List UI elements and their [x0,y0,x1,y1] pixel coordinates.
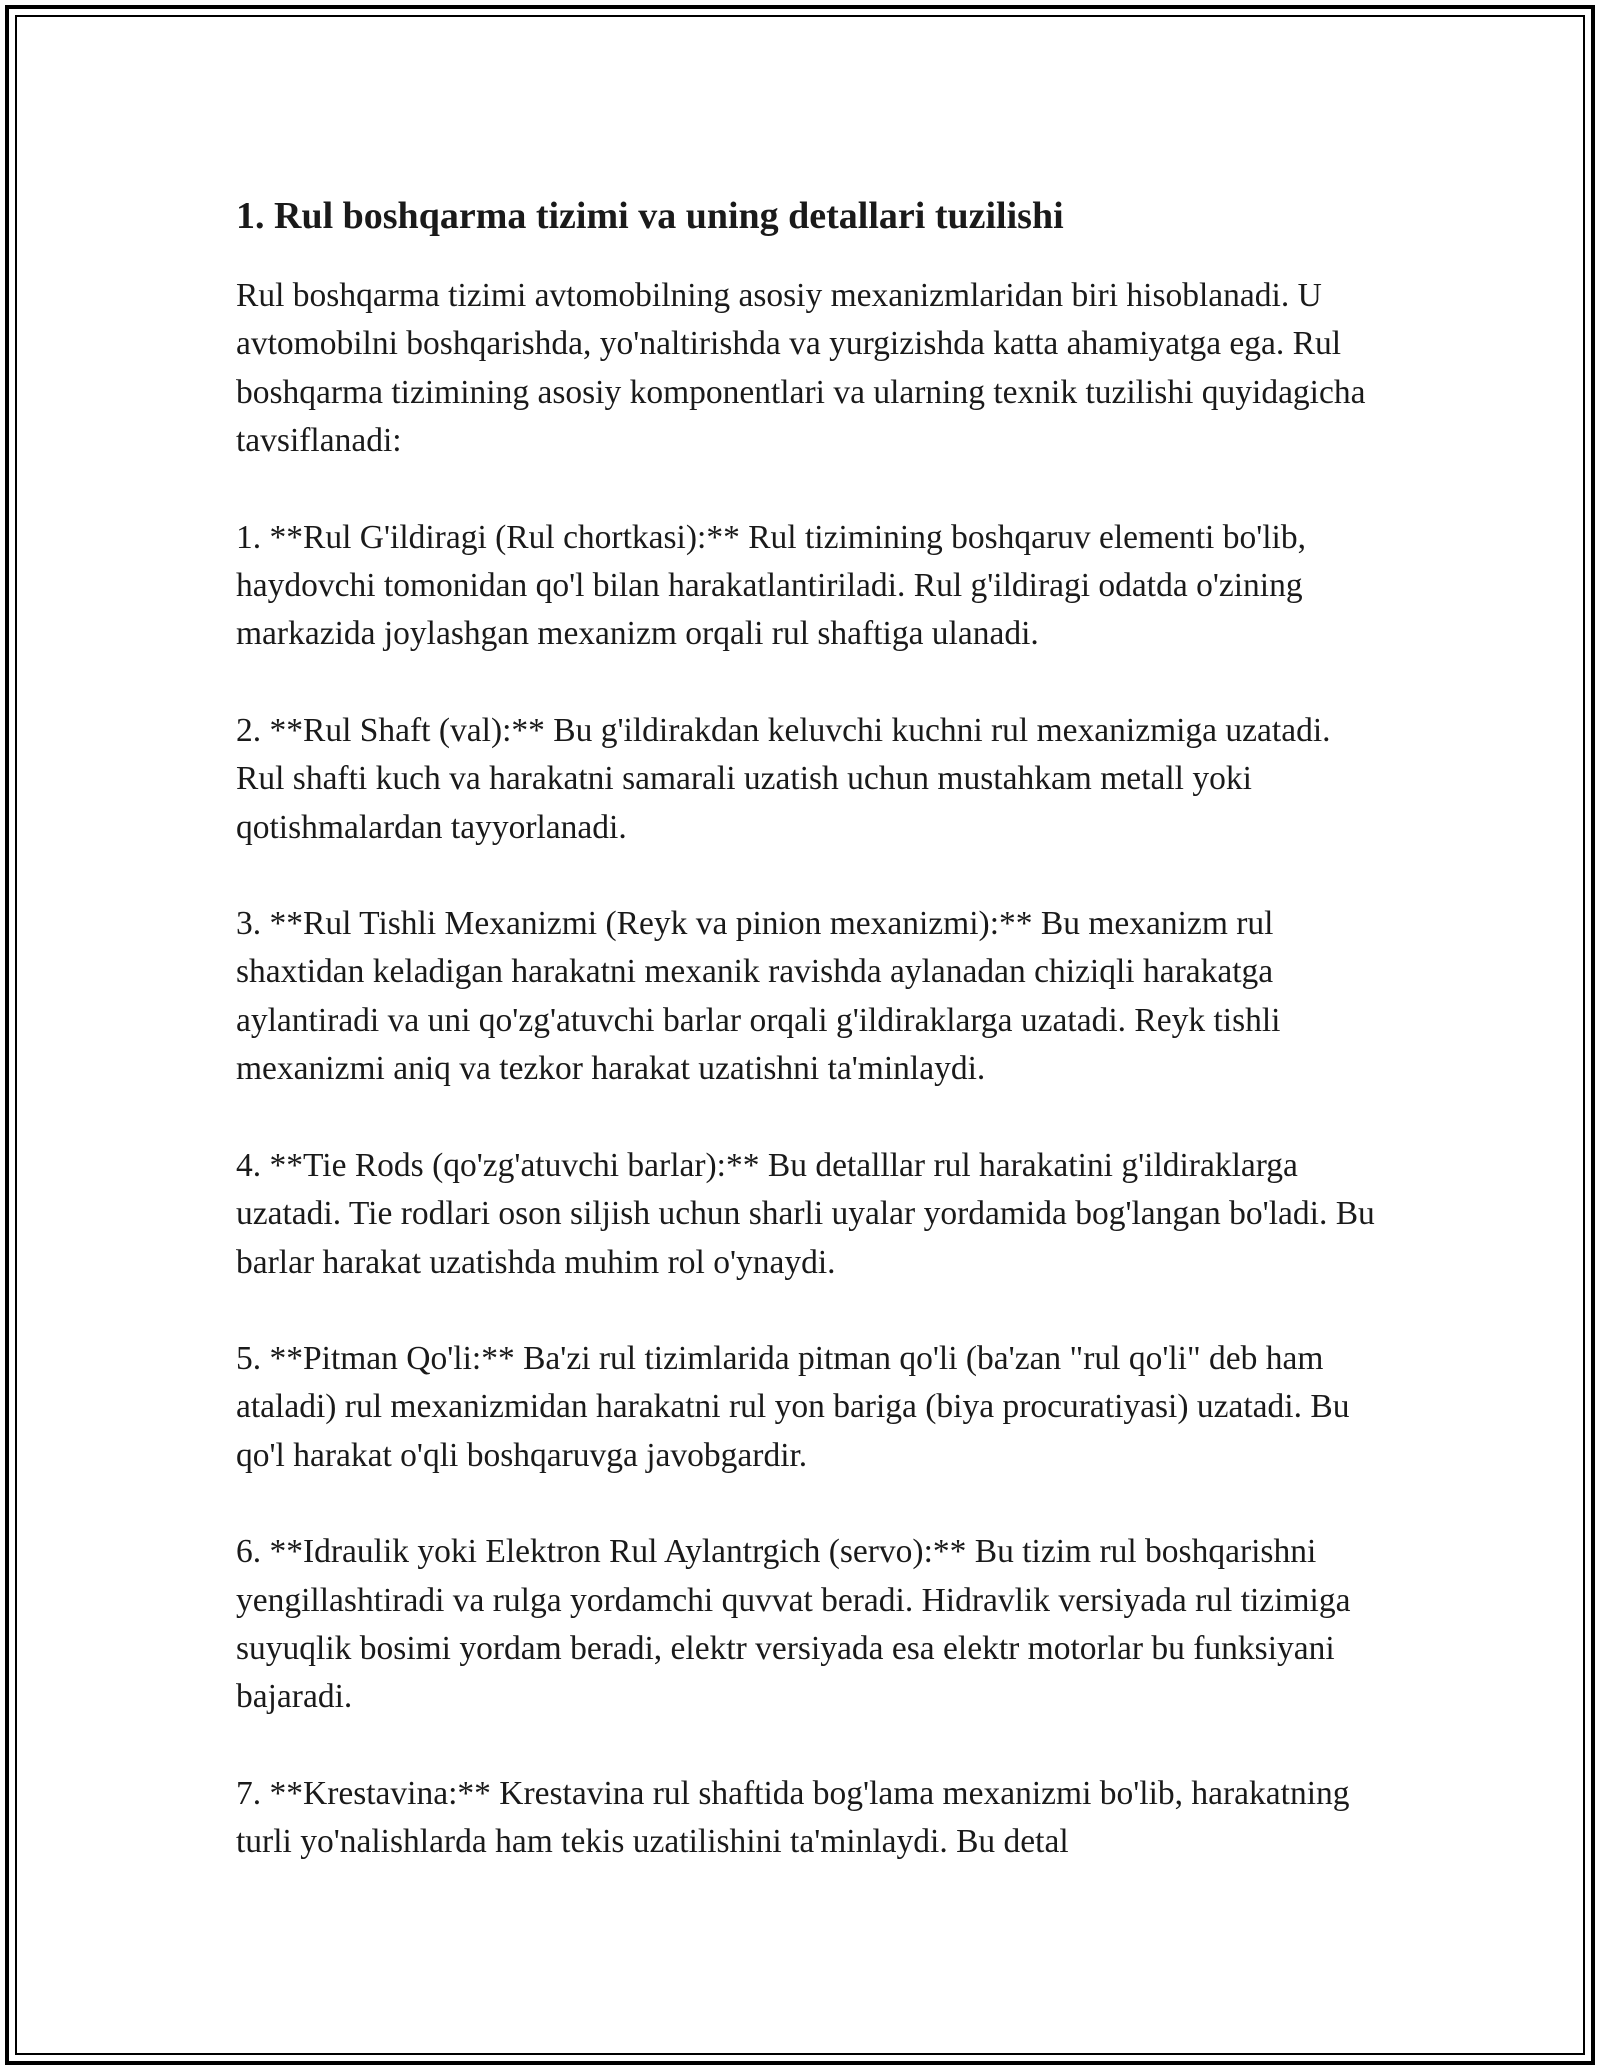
item-krestavina: 7. **Krestavina:** Krestavina rul shaftida bog'lama mexanizmi bo'lib, harakatning turli yo'nalishlarda ham tekis uzatilishini ta'minlaydi. Bu detal [236,1774,1350,1861]
item-rul-shaft: 2. **Rul Shaft (val):** Bu g'ildirakdan keluvchi kuchni rul mexanizmiga uzatadi. Rul shafti kuch va harakatni samarali uzatish uchun mustahkam metall yoki qotishmalardan tayyorlanadi. [236,711,1331,846]
document-title: 1. Rul boshqarma tizimi va uning detallari tuzilishi [236,195,1064,237]
intro-paragraph: Rul boshqarma tizimi avtomobilning asosiy mexanizmlaridan biri hisoblanadi. U avtomobilni boshqarishda, yo'naltirishda va yurgizishda katta ahamiyatga ega. Rul boshqarma tizimining asosiy komponentlari va ularning texnik tuzilishi quyidagicha tavsiflanadi: [236,277,1366,460]
item-rul-gildiragi: 1. **Rul G'ildiragi (Rul chortkasi):** Rul tizimining boshqaruv elementi bo'lib, haydovchi tomonidan qo'l bilan harakatlantiriladi. Rul g'ildiragi odatda o'zining markazida joylashgan mexanizm orqali rul shaftiga ulanadi. [236,518,1306,653]
item-rul-tishli-mexanizmi: 3. **Rul Tishli Mexanizmi (Reyk va pinion mexanizmi):** Bu mexanizm rul shaxtidan keladigan harakatni mexanik ravishda aylanadan chiziqli harakatga aylantiradi va uni qo'zg'atuvchi barlar orqali g'ildiraklarga uzatadi. Reyk tishli mexanizmi aniq va tezkor harakat uzatishni ta'minlaydi. [236,905,1281,1088]
item-pitman-qoli: 5. **Pitman Qo'li:** Ba'zi rul tizimlarida pitman qo'li (ba'zan "rul qo'li" deb ham ataladi) rul mexanizmidan harakatni rul yon bariga (biya procuratiyasi) uzatadi. Bu qo'l harakat o'qli boshqaruvga javobgardir. [236,1339,1350,1474]
document-body [236,190,1386,1915]
item-rul-aylantrgich: 6. **Idraulik yoki Elektron Rul Aylantrgich (servo):** Bu tizim rul boshqarishni yengillashtiradi va rulga yordamchi quvvat beradi. Hidravlik versiyada rul tizimiga suyuqlik bosimi yordam beradi, elektr versiyada esa elektr motorlar bu funksiyani bajaradi. [236,1533,1351,1716]
item-tie-rods: 4. **Tie Rods (qo'zg'atuvchi barlar):** Bu detalllar rul harakatini g'ildiraklarga uzatadi. Tie rodlari oson siljish uchun sharli uyalar yordamida bog'langan bo'ladi. Bu barlar harakat uzatishda muhim rol o'ynaydi. [236,1146,1375,1281]
